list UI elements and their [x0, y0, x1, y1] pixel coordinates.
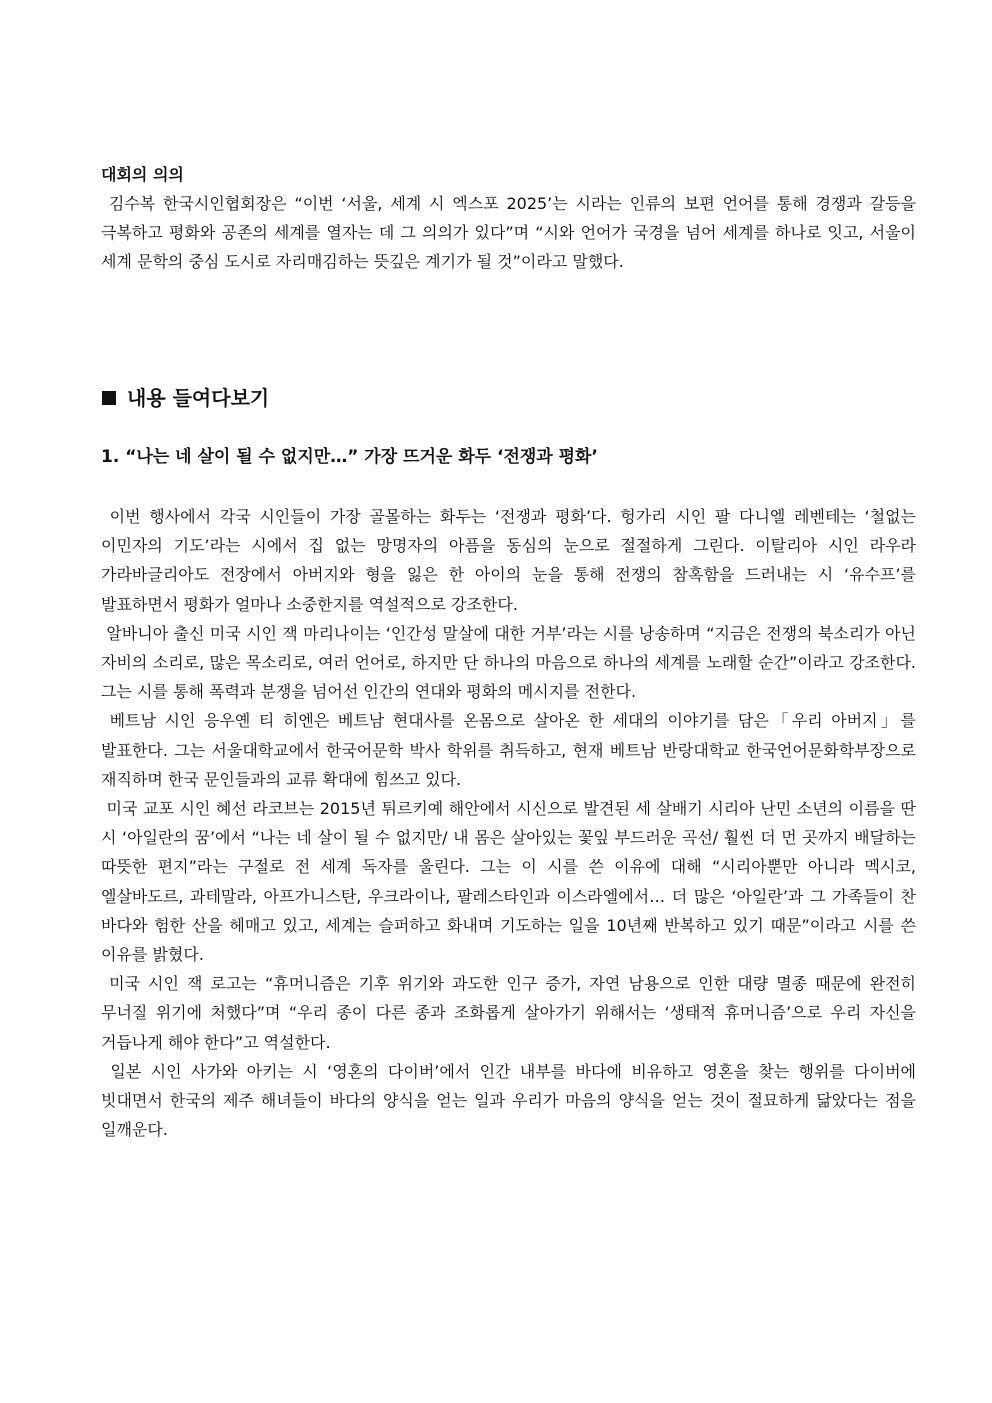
item1-paragraph: 일본 시인 사가와 아키는 시 ‘영혼의 다이버’에서 인간 내부를 바다에 비유하고 영혼을 찾는 행위를 다이버에 빗대면서 한국의 제주 해녀들이 바다의 양식을 얻는 일과 우리가 마음의 양식을 얻는 것이 절묘하게 닮았다는 점을 일깨운다.: [101, 1061, 922, 1140]
item1-heading: 1. “나는 네 살이 될 수 없지만…” 가장 뜨거운 화두 ‘전쟁과 평화’: [101, 447, 598, 467]
significance-heading: 대회의 의의: [101, 165, 184, 184]
item1-paragraph: 이번 행사에서 각국 시인들이 가장 골몰하는 화두는 ‘전쟁과 평화’다. 헝가리 시인 팔 다니엘 레벤테는 ‘철없는 이민자의 기도’라는 시에서 집 없는 망명자의 아픔을 동심의 눈으로 절절하게 그린다. 이탈리아 시인 라우라 가라바글리아도 전장에서 아버지와 형을 잃은 한 아이의 눈을 통해 전쟁의 참혹함을 드러내는 시 ‘유수프’를 발표하면서 평화가 얼마나 소중한지를 역설적으로 강조한다.: [101, 507, 922, 614]
significance-paragraph: 김수복 한국시인협회장은 “이번 ‘서울, 세계 시 엑스포 2025’는 시라는 인류의 보편 언어를 통해 경쟁과 갈등을 극복하고 평화와 공존의 세계를 열자는 데 그 의의가 있다”며 “시와 언어가 국경을 넘어 세계를 하나로 잇고, 서울이 세계 문학의 중심 도시로 자리매김하는 뜻깊은 계기가 될 것”이라고 말했다.: [101, 194, 922, 272]
item1-heading-block: [101, 443, 916, 471]
item1-paragraph: 알바니아 출신 미국 시인 잭 마리나이는 ‘인간성 말살에 대한 거부’라는 시를 낭송하며 “지금은 전쟁의 북소리가 아닌 자비의 소리로, 많은 목소리로, 여러 언어로, 하지만 단 하나의 마음으로 하나의 세계를 노래할 순간”이라고 강조한다. 그는 시를 통해 폭력과 분쟁을 넘어선 인간의 연대와 평화의 메시지를 전한다.: [101, 623, 922, 702]
item1-paragraph: 미국 교포 시인 혜선 라코브는 2015년 튀르키예 해안에서 시신으로 발견된 세 살배기 시리아 난민 소년의 이름을 딴 시 ‘아일란의 꿈’에서 “나는 네 살이 될 수 없지만/ 내 몸은 살아있는 꽃잎 부드러운 곡선/ 훨씬 더 먼 곳까지 배달하는 따뜻한 편지”라는 구절로 전 세계 독자를 울린다. 그는 이 시를 쓴 이유에 대해 “시리아뿐만 아니라 멕시코, 엘살바도르, 과테말라, 아프가니스탄, 우크라이나, 팔레스타인과 이스라엘에서… 더 많은 ‘아일란’과 그 가족들이 찬 바다와 험한 산을 헤매고 있고, 세계는 슬퍼하고 화내며 기도하는 일을 10년째 반복하고 있기 때문”이라고 시를 쓴 이유를 밝혔다.: [101, 799, 922, 965]
section-title: [101, 383, 916, 413]
square-bullet-icon: [102, 391, 116, 405]
section-title-text: 내용 들여다보기: [127, 386, 270, 410]
item1-paragraph: 미국 시인 잭 로고는 “휴머니즘은 기후 위기와 과도한 인구 증가, 자연 남용으로 인한 대량 멸종 때문에 완전히 무너질 위기에 처했다”며 “우리 종이 다른 종과 조화롭게 살아가기 위해서는 ‘생태적 휴머니즘’으로 우리 자신을 거듭나게 해야 한다”고 역설한다.: [101, 974, 922, 1052]
content-section-header: [101, 383, 916, 413]
item1-body: [101, 502, 922, 1144]
significance-section: [101, 160, 922, 277]
item1-paragraph: 베트남 시인 응우옌 티 히엔은 베트남 현대사를 온몸으로 살아온 한 세대의 이야기를 담은「우리 아버지」를 발표한다. 그는 서울대학교에서 한국어문학 박사 학위를 취득하고, 현재 베트남 반랑대학교 한국언어문화학부장으로 재직하며 한국 문인들과의 교류 확대에 힘쓰고 있다.: [101, 711, 922, 789]
